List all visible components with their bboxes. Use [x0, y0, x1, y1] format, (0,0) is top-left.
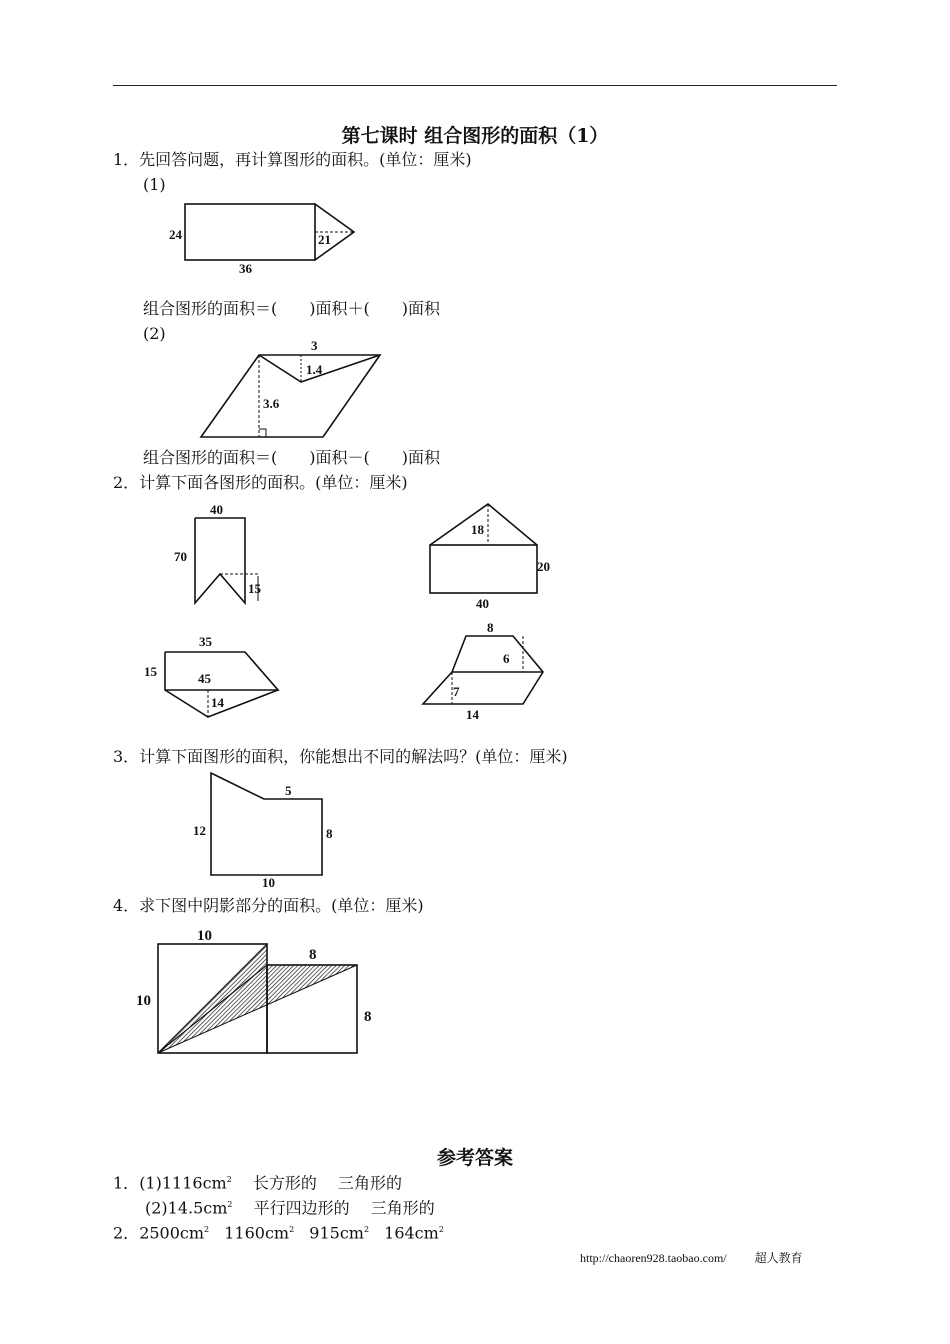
answer-word-1: 平行四边形的 [253, 1198, 350, 1218]
answer-value-1: 2500cm [139, 1223, 205, 1243]
q2-d-label-14: 14 [466, 707, 479, 722]
q3-label-10: 10 [262, 875, 275, 890]
fill-suffix: )面积 [401, 299, 440, 318]
q1-part2-label: (2) [143, 324, 166, 343]
answer-value-3: 915cm [309, 1223, 364, 1243]
q2-b-label-20: 20 [537, 559, 550, 574]
answer-word-1: 长方形的 [252, 1173, 317, 1193]
q1-part2-fill-line [143, 448, 440, 468]
footer-brand: 超人教育 [754, 1251, 803, 1265]
q1-part1-label: (1) [143, 175, 166, 194]
q2-figure-b [420, 500, 560, 612]
q2-d-label-8: 8 [487, 620, 494, 635]
answer-word-2: 三角形的 [370, 1198, 435, 1218]
q2-prompt: 2．计算下面各图形的面积。(单位：厘米) [113, 473, 408, 492]
q4-label-10-left: 10 [136, 993, 151, 1009]
q2-figure-c [140, 632, 285, 727]
answers-title: 参考答案 [436, 1147, 513, 1169]
q3-label-12: 12 [193, 823, 206, 838]
q1-fig1-label-24: 24 [169, 227, 182, 242]
q1-fig2-label-3.6: 3.6 [263, 396, 280, 411]
answer-value-4: 164cm [384, 1223, 439, 1243]
q2-d-label-7: 7 [453, 684, 460, 699]
q2-a-label-70: 70 [174, 549, 187, 564]
superscript: 2 [204, 1225, 210, 1234]
answer-num: 1． [113, 1173, 140, 1193]
fill-mid: )面积＋( [309, 299, 370, 318]
answer-value: (2)14.5cm [145, 1198, 228, 1218]
q3-label-8: 8 [326, 826, 333, 841]
answer-2-line [113, 1220, 444, 1243]
q4-prompt: 4．求下图中阴影部分的面积。(单位：厘米) [113, 896, 424, 915]
q2-a-label-15: 15 [248, 581, 261, 596]
superscript: 2 [226, 1175, 232, 1184]
q2-figure-a [170, 500, 280, 610]
q1-fig2-label-1.4: 1.4 [306, 362, 323, 377]
q2-c-label-45: 45 [198, 671, 211, 686]
superscript: 2 [289, 1225, 295, 1234]
q1-fig1-label-21: 21 [318, 232, 331, 247]
answer-word-2: 三角形的 [338, 1173, 403, 1193]
fill-prefix: 组合图形的面积＝( [143, 448, 278, 467]
fill-prefix: 组合图形的面积＝( [143, 299, 278, 318]
answer-value-2: 1160cm [224, 1223, 290, 1243]
q2-c-label-14: 14 [211, 695, 224, 710]
footer-url[interactable]: http://chaoren928.taobao.com/ [580, 1251, 727, 1265]
header-rule [113, 85, 837, 86]
q2-figure-d [418, 620, 553, 725]
superscript: 2 [363, 1225, 370, 1234]
q2-d-label-6: 6 [503, 651, 510, 666]
superscript: 2 [438, 1225, 444, 1234]
answer-value: (1)1116cm [139, 1173, 227, 1193]
q3-label-5: 5 [285, 783, 292, 798]
q2-b-label-18: 18 [471, 522, 484, 537]
answer-num: 2． [113, 1223, 140, 1243]
q1-part1-fill-line [143, 299, 440, 319]
q2-c-label-15: 15 [144, 664, 157, 679]
q4-label-10-top: 10 [197, 928, 212, 944]
q2-c-label-35: 35 [199, 634, 212, 649]
q1-fig1-label-36: 36 [239, 261, 252, 276]
q2-b-label-40: 40 [476, 596, 489, 611]
q3-prompt: 3．计算下面图形的面积，你能想出不同的解法吗？(单位：厘米) [113, 747, 568, 766]
answer-1-line-2 [145, 1195, 435, 1218]
superscript: 2 [227, 1200, 233, 1209]
q3-figure [190, 765, 350, 895]
q1-fig2-label-3: 3 [311, 338, 318, 353]
q4-figure [130, 925, 390, 1065]
q1-prompt: 1．先回答问题，再计算图形的面积。(单位：厘米) [113, 150, 472, 169]
q2-a-label-40: 40 [210, 502, 223, 517]
q1-figure-1 [160, 195, 370, 280]
q4-label-8-right: 8 [364, 1009, 372, 1025]
footer [580, 1249, 803, 1266]
q1-figure-2 [195, 340, 390, 440]
q4-label-8-top: 8 [309, 947, 317, 963]
fill-suffix: )面积 [401, 448, 440, 467]
page-title: 第七课时 组合图形的面积（1） [341, 125, 609, 147]
fill-mid: )面积－( [309, 448, 370, 467]
answer-1-line-1 [113, 1170, 402, 1193]
